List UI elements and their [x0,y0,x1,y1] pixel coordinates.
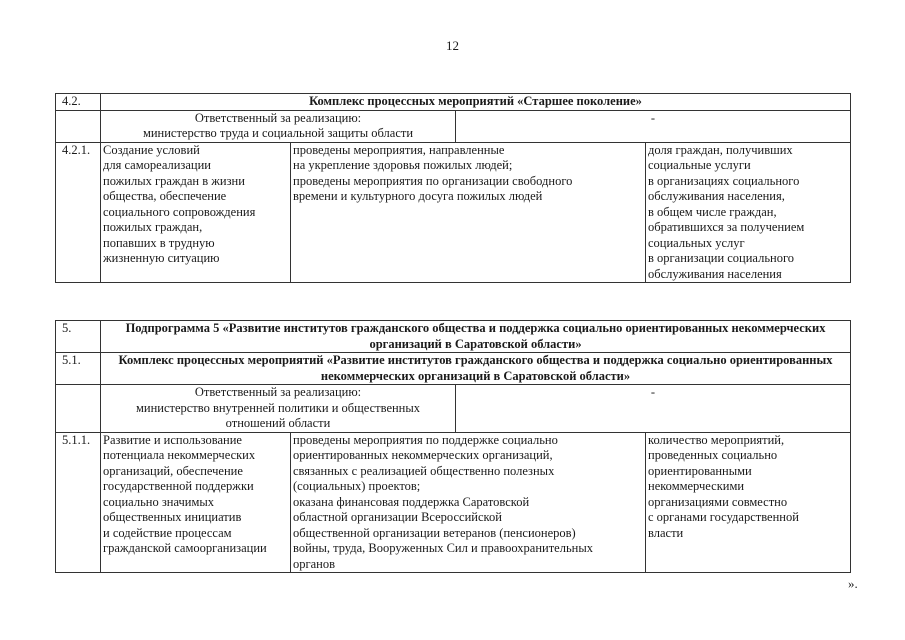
program-table-4 [55,93,851,283]
section-heading-row [56,353,851,385]
responsible-row [56,385,851,433]
dash-cell: - [456,385,851,433]
responsible-cell: Ответственный за реализацию: министерство внутренней политики и общественных отношений области [101,385,456,433]
effects-cell: проведены мероприятия, направленные на укрепление здоровья пожилых людей; проведены мероприятия по организации свободного времени и культурного досуга пожилых людей [291,142,646,283]
subprogram-title: Подпрограмма 5 «Развитие институтов гражданского общества и поддержка социально ориентированных некоммерческих организаций в Саратовской области» [101,321,851,353]
closing-quote-mark: ». [848,576,858,591]
program-table-5 [55,320,851,573]
section-title: Комплекс процессных мероприятий «Развитие институтов гражданского общества и поддержка социально ориентированных некоммерческих организаций в Саратовской области» [101,353,851,385]
section-number: 5.1. [56,353,101,385]
indicator-cell: доля граждан, получивших социальные услуги в организациях социального обслуживания населения, в общем числе граждан, обратившихся за получением социальных услуг в организации социального обслуживания населения [646,142,851,283]
task-cell: Развитие и использование потенциала некоммерческих организаций, обеспечение государственной поддержки социально значимых общественных инициатив и содействие процессам гражданской самоорганизации [101,432,291,573]
empty-cell [56,110,101,142]
indicator-cell: количество мероприятий, проведенных социально ориентированными некоммерческими организациями совместно с органами государственной власти [646,432,851,573]
section-number: 4.2. [56,94,101,111]
responsible-cell: Ответственный за реализацию: министерство труда и социальной защиты области [101,110,456,142]
subprogram-heading-row [56,321,851,353]
row-number: 4.2.1. [56,142,101,283]
dash-cell: - [456,110,851,142]
section-heading-row [56,94,851,111]
table-row [56,142,851,283]
effects-cell: проведены мероприятия по поддержке социально ориентированных некоммерческих организаций, связанных с реализацией общественно полезных (социальных) проектов; оказана финансовая поддержка Саратовской областной организации Всероссийской общественной организации ветеранов (пенсионеров) войны, труда, Вооруженных Сил и правоохранительных органов [291,432,646,573]
section-title: Комплекс процессных мероприятий «Старшее поколение» [101,94,851,111]
task-cell: Создание условий для самореализации пожилых граждан в жизни общества, обеспечение социального сопровождения пожилых граждан, попавших в трудную жизненную ситуацию [101,142,291,283]
page-number: 12 [446,38,459,53]
row-number: 5.1.1. [56,432,101,573]
table-row [56,432,851,573]
subprogram-number: 5. [56,321,101,353]
empty-cell [56,385,101,433]
responsible-row [56,110,851,142]
